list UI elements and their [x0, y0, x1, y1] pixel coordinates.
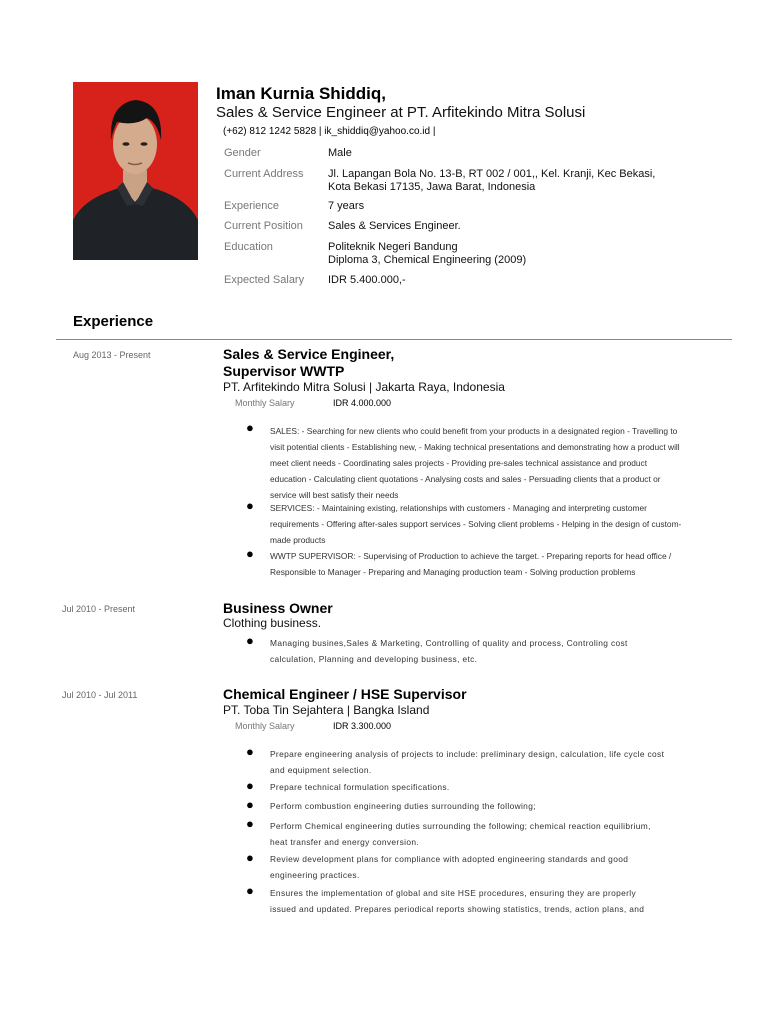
- bullet-icon: ●: [246, 778, 254, 793]
- job-date: Aug 2013 - Present: [73, 350, 151, 360]
- job-bullet: Review development plans for compliance with adopted engineering standards and good engineering practices.: [270, 854, 629, 880]
- candidate-name: Iman Kurnia Shiddiq,: [216, 84, 387, 103]
- info-value-position: Sales & Services Engineer.: [328, 220, 461, 232]
- job-title: Sales & Service Engineer, Supervisor WWTP: [223, 346, 395, 379]
- bullet-icon: ●: [246, 883, 254, 898]
- salary-value: IDR 3.300.000: [333, 721, 392, 731]
- job-bullet: Managing busines,Sales & Marketing, Controlling of quality and process, Controling cost calculation, Planning and developing business, etc.: [270, 638, 628, 664]
- job-bullet: Perform Chemical engineering duties surrounding the following; chemical reaction equilibrium, heat transfer and energy conversion.: [270, 821, 651, 847]
- job-date: Jul 2010 - Jul 2011: [62, 690, 138, 700]
- profile-photo: [73, 82, 198, 260]
- info-label-salary: Expected Salary: [224, 274, 305, 286]
- job-company: PT. Toba Tin Sejahtera | Bangka Island: [223, 703, 430, 717]
- info-label-experience: Experience: [224, 200, 280, 212]
- job-bullet: SALES: - Searching for new clients who could benefit from your products in a designated region - Travelling to visit potential clients - Establishing new, - Making technical presentations and demonstrating how a product will meet client needs - Coordinating sales projects - Providing pre-sales technical assistance and product education - Calculating client quotations - Analysing costs and sales - Persuading clients that a product or service will best satisfy their needs: [270, 426, 680, 500]
- bullet-icon: ●: [246, 744, 254, 759]
- info-value-salary: IDR 5.400.000,-: [328, 274, 406, 286]
- contact-line: (+62) 812 1242 5828 | ik_shiddiq@yahoo.co.id |: [223, 126, 436, 137]
- job-company: PT. Arfitekindo Mitra Solusi | Jakarta Raya, Indonesia: [223, 380, 505, 394]
- section-title-experience: Experience: [73, 313, 154, 330]
- job-bullet: Perform combustion engineering duties surrounding the following;: [270, 801, 536, 811]
- bullet-icon: ●: [246, 420, 254, 435]
- info-label-address: Current Address: [224, 168, 304, 180]
- bullet-icon: ●: [246, 850, 254, 865]
- salary-label: Monthly Salary: [235, 721, 295, 731]
- info-value-education: Politeknik Negeri Bandung Diploma 3, Chemical Engineering (2009): [328, 241, 527, 266]
- salary-value: IDR 4.000.000: [333, 398, 392, 408]
- section-divider: [56, 339, 732, 340]
- salary-label: Monthly Salary: [235, 398, 295, 408]
- info-value-experience: 7 years: [328, 200, 365, 212]
- job-bullet: WWTP SUPERVISOR: - Supervising of Production to achieve the target. - Preparing reports for head office / Responsible to Manager - Preparing and Managing production team - Solving production problems: [270, 551, 672, 577]
- job-bullet: Prepare technical formulation specifications.: [270, 782, 450, 792]
- job-bullet: SERVICES: - Maintaining existing, relationships with customers - Managing and interpreting customer requirements - Offering after-sales support services - Solving client problems - Helping in the design of custom- made products: [270, 503, 682, 545]
- bullet-icon: ●: [246, 546, 254, 561]
- info-value-address: Jl. Lapangan Bola No. 13-B, RT 002 / 001,, Kel. Kranji, Kec Bekasi, Kota Bekasi 17135, Jawa Barat, Indonesia: [328, 168, 656, 193]
- candidate-headline: Sales & Service Engineer at PT. Arfitekindo Mitra Solusi: [216, 104, 586, 121]
- job-date: Jul 2010 - Present: [62, 604, 136, 614]
- info-label-position: Current Position: [224, 220, 303, 232]
- job-company: Clothing business.: [223, 616, 322, 630]
- job-bullet: Prepare engineering analysis of projects to include: preliminary design, calculation, life cycle cost and equipment selection.: [270, 749, 665, 775]
- info-label-education: Education: [224, 241, 273, 253]
- bullet-icon: ●: [246, 797, 254, 812]
- bullet-icon: ●: [246, 498, 254, 513]
- bullet-icon: ●: [246, 633, 254, 648]
- job-bullet: Ensures the implementation of global and site HSE procedures, ensuring they are properly issued and updated. Prepares periodical reports showing statistics, trends, action plans, and: [270, 888, 645, 914]
- info-value-gender: Male: [328, 147, 352, 159]
- info-label-gender: Gender: [224, 147, 261, 159]
- bullet-icon: ●: [246, 816, 254, 831]
- job-title: Chemical Engineer / HSE Supervisor: [223, 686, 467, 702]
- job-title: Business Owner: [223, 600, 333, 616]
